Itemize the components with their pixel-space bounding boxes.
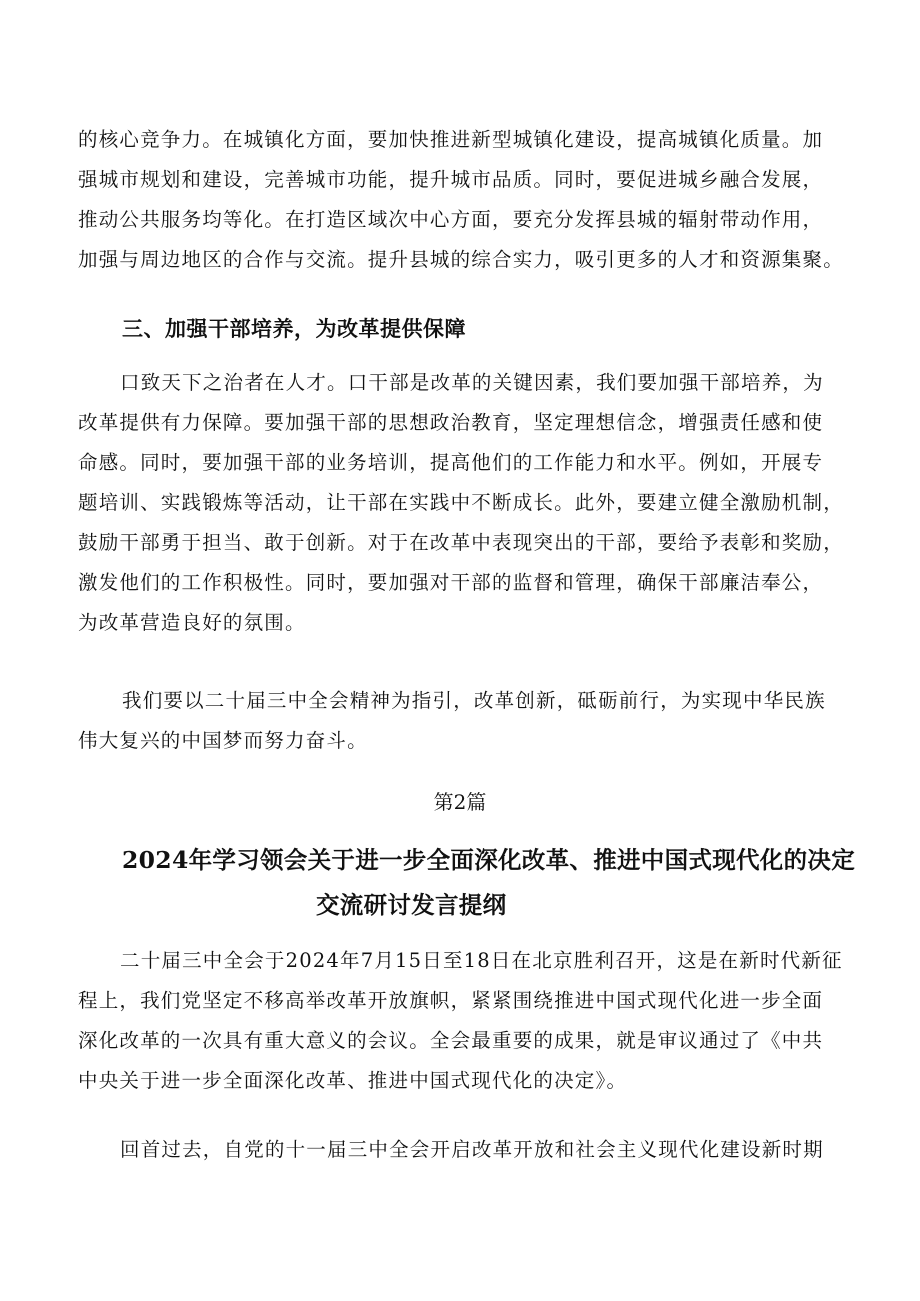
closing-paragraph (78, 681, 858, 761)
text-line: 程上，我们党坚定不移高举改革开放旗帜，紧紧围绕推进中国式现代化进一步全面 (78, 989, 824, 1012)
text-line: 的核心竞争力。在城镇化方面，要加快推进新型城镇化建设，提高城镇化质量。加 (78, 128, 824, 151)
text-line: 题培训、实践锻炼等活动，让干部在实践中不断成长。此外，要建立健全激励机制， (78, 491, 844, 514)
text-line: 加强与周边地区的合作与交流。提升县城的综合实力，吸引更多的人才和资源集聚。 (78, 248, 844, 271)
text-line: 中央关于进一步全面深化改革、推进中国式现代化的决定》。 (78, 1069, 628, 1092)
text-line: 改革提供有力保障。要加强干部的思想政治教育，坚定理想信念，增强责任感和使 (78, 411, 824, 434)
text-line: 二十届三中全会于2024年7月15日至18日在北京胜利召开，这是在新时代新征 (120, 949, 843, 972)
text-line: 为改革营造良好的氛围。 (78, 611, 306, 634)
section-three-heading: 三、加强干部培养，为改革提供保障 (122, 317, 466, 341)
continuation-paragraph (78, 120, 858, 280)
part-label: 第2篇 (433, 790, 487, 814)
text-line: 伟大复兴的中国梦而努力奋斗。 (78, 729, 368, 752)
document-title-line-2: 交流研讨发言提纲 (316, 891, 507, 919)
review-paragraph (78, 1130, 858, 1170)
text-line: 强城市规划和建设，完善城市功能，提升城市品质。同时，要促进城乡融合发展， (78, 168, 824, 191)
section-three-paragraph (78, 363, 858, 643)
document-title-line-1: 2024年学习领会关于进一步全面深化改革、推进中国式现代化的决定 (122, 846, 856, 874)
text-line: 推动公共服务均等化。在打造区域次中心方面，要充分发挥县城的辐射带动作用， (78, 208, 824, 231)
text-line: 命感。同时，要加强干部的业务培训，提高他们的工作能力和水平。例如，开展专 (78, 451, 824, 474)
text-line: 回首过去，自党的十一届三中全会开启改革开放和社会主义现代化建设新时期 (120, 1138, 824, 1161)
text-line: 口致天下之治者在人才。口干部是改革的关键因素，我们要加强干部培养，为 (120, 371, 824, 394)
text-line: 深化改革的一次具有重大意义的会议。全会最重要的成果，就是审议通过了《中共 (78, 1029, 824, 1052)
text-line: 我们要以二十届三中全会精神为指引，改革创新，砥砺前行，为实现中华民族 (122, 689, 826, 712)
text-line: 鼓励干部勇于担当、敢于创新。对于在改革中表现突出的干部，要给予表彰和奖励， (78, 531, 844, 554)
intro-paragraph (78, 941, 858, 1101)
text-line: 激发他们的工作积极性。同时，要加强对干部的监督和管理，确保干部廉洁奉公， (78, 571, 824, 594)
